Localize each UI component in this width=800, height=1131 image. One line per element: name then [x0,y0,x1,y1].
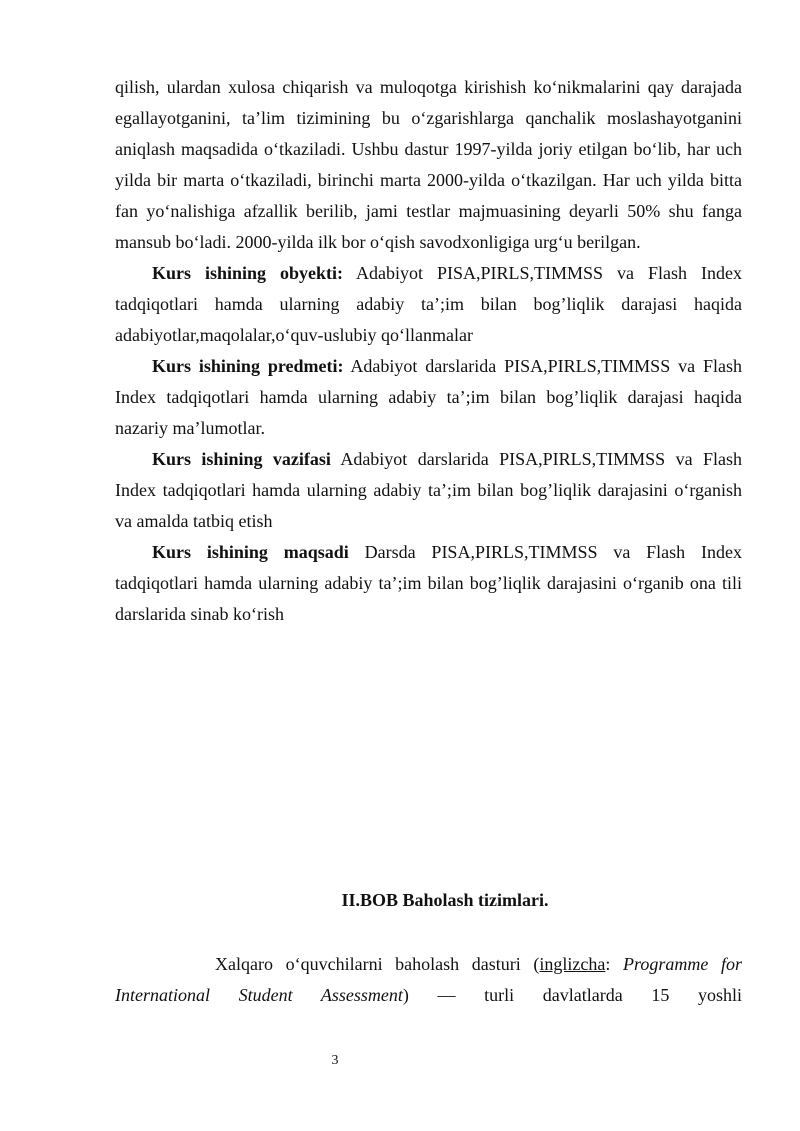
chapter-italic-text: International Student Assessment [115,985,403,1005]
chapter-text: : [605,954,624,974]
section-goal [115,537,742,630]
section-subject [115,351,742,444]
section-object [115,258,742,351]
section-text: Adabiyot darslarida PISA,PIRLS,TIMMSS va Flash Index tadqiqotlari hamda ularning adabiy ta’;im bilan bog’liqlik darajasi haqida nazariy ma’lumotlar. [115,356,742,438]
section-label: Kurs ishining obyekti: [152,263,344,283]
section-text: Adabiyot PISA,PIRLS,TIMMSS va Flash Index tadqiqotlari hamda ularning adabiy ta’;im bilan bog’liqlik darajasi haqida adabiyotlar,maqolalar,o‘quv-uslubiy qo‘llanmalar [115,263,743,345]
section-text: Darsda PISA,PIRLS,TIMMSS va Flash Index tadqiqotlari hamda ularning adabiy ta’;im bilan bog’liqlik darajasini o‘rganib ona tili darslarida sinab ko‘rish [115,542,742,624]
chapter-paragraph-line1 [115,949,742,980]
body-text [115,72,742,630]
section-label: Kurs ishining vazifasi [152,449,331,469]
section-label: Kurs ishining maqsadi [152,542,349,562]
chapter-paragraph [115,949,742,1011]
section-tasks [115,444,742,537]
chapter-heading: II.BOB Baholash tizimlari. [341,890,549,910]
inglizcha-link[interactable]: inglizcha [539,954,606,974]
chapter-paragraph-line2 [115,980,742,1011]
section-label: Kurs ishining predmeti: [152,356,344,376]
intro-paragraph: qilish, ulardan xulosa chiqarish va muloqotga kirishish ko‘nikmalarini qay darajada egallayotganini, ta’lim tizimining bu o‘zgarishlarga qanchalik moslashayotganini aniqlash maqsadida o‘tkaziladi. Ushbu dastur 1997-yilda joriy etilgan bo‘lib, har uch yilda bir marta o‘tkaziladi, birinchi marta 2000-yilda o‘tkazilgan. Har uch yilda bitta fan yo‘nalishiga afzallik berilib, jami testlar majmuasining deyarli 50% shu fanga mansub bo‘ladi. 2000-yilda ilk bor o‘qish savodxonligiga urg‘u berilgan. [115,77,742,252]
section-text: Adabiyot darslarida PISA,PIRLS,TIMMSS va Flash Index tadqiqotlari hamda ularning adabiy ta’;im bilan bog’liqlik darajasini o‘rganish va amalda tatbiq etish [115,449,742,531]
page-number: 3 [331,1053,339,1068]
chapter-text: ) — turli davlatlarda 15 yoshli [402,985,742,1005]
chapter-text: Xalqaro o‘quvchilarni baholash dasturi ( [215,954,540,974]
chapter-italic-text: Programme for [623,954,742,974]
